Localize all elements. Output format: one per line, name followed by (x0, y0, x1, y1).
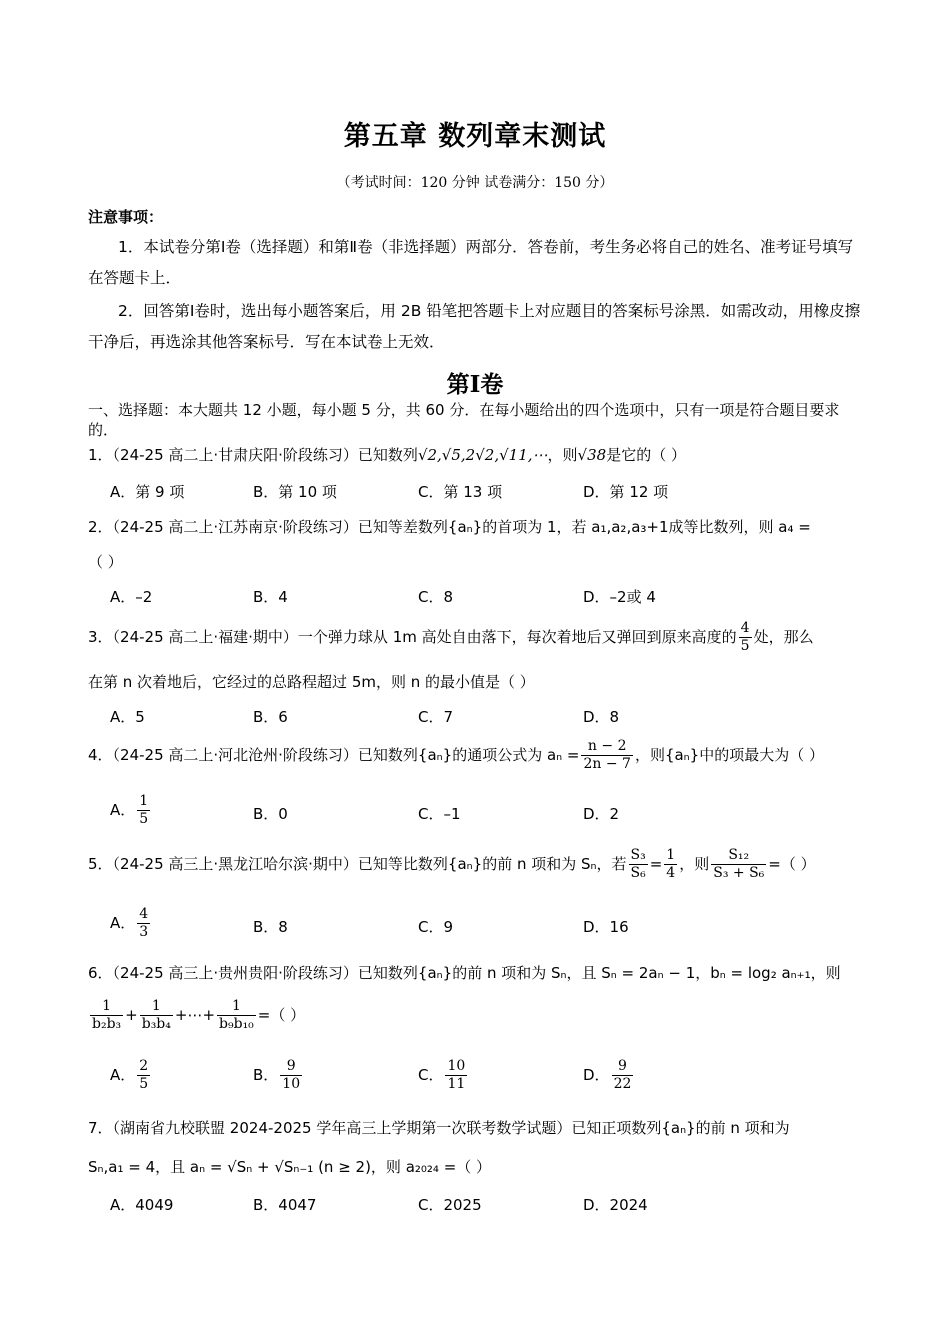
q7-option-a[interactable]: A．4049 (110, 1196, 174, 1214)
page-title: 第五章 数列章末测试 (343, 121, 607, 152)
q3-option-d[interactable]: D．8 (583, 708, 620, 726)
section-header: 一、选择题：本大题共 12 小题，每小题 5 分，共 60 分．在每小题给出的四个选项中，只有一项是符合题目要求的． (88, 401, 840, 439)
q3-fraction: $\frac{4}{5}$ (740, 620, 750, 654)
volume-title: 第Ⅰ卷 (446, 371, 504, 398)
question-7-cont: Sₙ,a₁ = 4，且 aₙ = √Sₙ + √Sₙ₋₁ (n ≥ 2)，则 a₂₀₂₄ =（ ） (88, 1158, 492, 1176)
q5-option-b[interactable]: B．8 (253, 918, 288, 936)
q2-option-d[interactable]: D．–2或 4 (583, 588, 656, 606)
q3-option-a[interactable]: A．5 (110, 708, 145, 726)
q4-option-d[interactable]: D．2 (583, 805, 620, 823)
question-3: 3．（24-25 高二上·福建·期中）一个弹力球从 1m 高处自由落下，每次着地后又弹回到原来高度的 $\frac{4}{5}$ 处，那么 (88, 620, 814, 654)
question-1: 1．（24-25 高二上·甘肃庆阳·阶段练习）已知数列√2,√5,2√2,√11,⋯，则√38是它的（ ） (88, 446, 686, 464)
exam-info: （考试时间：120 分钟 试卷满分：150 分） (336, 175, 614, 191)
question-6: 6．（24-25 高三上·贵州贵阳·阶段练习）已知数列{aₙ}的前 n 项和为 Sₙ，且 Sₙ = 2aₙ − 1，bₙ = log₂ aₙ₊₁，则 (88, 964, 841, 982)
q5-option-a[interactable]: A． $\frac{4}{3}$ (110, 906, 149, 940)
q6-option-a[interactable]: A． $\frac{2}{5}$ (110, 1058, 149, 1092)
q1-option-b[interactable]: B．第 10 项 (253, 483, 337, 501)
question-4: 4．（24-25 高二上·河北沧州·阶段练习）已知数列{aₙ}的通项公式为 aₙ = $\frac{n - 2}{2n - 7}$ ，则{aₙ}中的项最大为（ ） (88, 738, 824, 772)
notice-item-1: 1．本试卷分第Ⅰ卷（选择题）和第Ⅱ卷（非选择题）两部分．答卷前，考生务必将自己的姓名、准考证号填写在答题卡上． (88, 238, 854, 287)
q2-option-a[interactable]: A．–2 (110, 588, 153, 606)
notice-heading: 注意事项： (88, 208, 164, 226)
q3-option-b[interactable]: B．6 (253, 708, 288, 726)
q5-option-d[interactable]: D．16 (583, 918, 629, 936)
q1-option-a[interactable]: A．第 9 项 (110, 483, 185, 501)
q2-option-b[interactable]: B．4 (253, 588, 288, 606)
q3-option-c[interactable]: C．7 (418, 708, 454, 726)
question-6-cont: $\frac{1}{\text{b₂b₃}}$ + $\frac{1}{\text{b₃b₄}}$ +⋯+ $\frac{1}{\text{b₉b₁₀}}$ =（ ） (92, 998, 306, 1032)
q1-option-d[interactable]: D．第 12 项 (583, 483, 669, 501)
q6-option-c[interactable]: C． $\frac{10}{11}$ (418, 1058, 466, 1092)
q4-option-a[interactable]: A． $\frac{1}{5}$ (110, 793, 149, 827)
question-5: 5．（24-25 高三上·黑龙江哈尔滨·期中）已知等比数列{aₙ}的前 n 项和为 Sₙ，若 $\frac{\text{S₃}}{\text{S₆}}$ = $\frac{1}{4}$ ，则 $\frac{\text{S₁₂}}{\text{S₃ + S₆}}$ =（ ） (88, 847, 816, 881)
question-7: 7．（湖南省九校联盟 2024-2025 学年高三上学期第一次联考数学试题）已知正项数列{aₙ}的前 n 项和为 (88, 1119, 790, 1137)
q6-option-b[interactable]: B． $\frac{9}{10}$ (253, 1058, 301, 1092)
q7-option-c[interactable]: C．2025 (418, 1196, 482, 1214)
q4-fraction: $\frac{n - 2}{2n - 7}$ (583, 738, 631, 772)
q1-option-c[interactable]: C．第 13 项 (418, 483, 503, 501)
q1-target: √38 (577, 446, 607, 464)
question-3-cont: 在第 n 次着地后，它经过的总路程超过 5m，则 n 的最小值是（ ） (88, 673, 535, 691)
q5-option-c[interactable]: C．9 (418, 918, 454, 936)
q7-option-d[interactable]: D．2024 (583, 1196, 648, 1214)
q7-option-b[interactable]: B．4047 (253, 1196, 317, 1214)
q1-sequence: √2,√5,2√2,√11,⋯ (417, 446, 548, 464)
question-2: 2．（24-25 高二上·江苏南京·阶段练习）已知等差数列{aₙ}的首项为 1，若 a₁,a₂,a₃+1成等比数列，则 a₄ = (88, 518, 811, 536)
notice-item-2: 2．回答第Ⅰ卷时，选出每小题答案后，用 2B 铅笔把答题卡上对应题目的答案标号涂黑．如需改动，用橡皮擦干净后，再选涂其他答案标号．写在本试卷上无效． (88, 302, 861, 351)
q4-option-b[interactable]: B．0 (253, 805, 288, 823)
q4-option-c[interactable]: C．–1 (418, 805, 461, 823)
q2-option-c[interactable]: C．8 (418, 588, 454, 606)
q6-option-d[interactable]: D． $\frac{9}{22}$ (583, 1058, 632, 1092)
question-2-cont: （ ） (88, 553, 123, 571)
